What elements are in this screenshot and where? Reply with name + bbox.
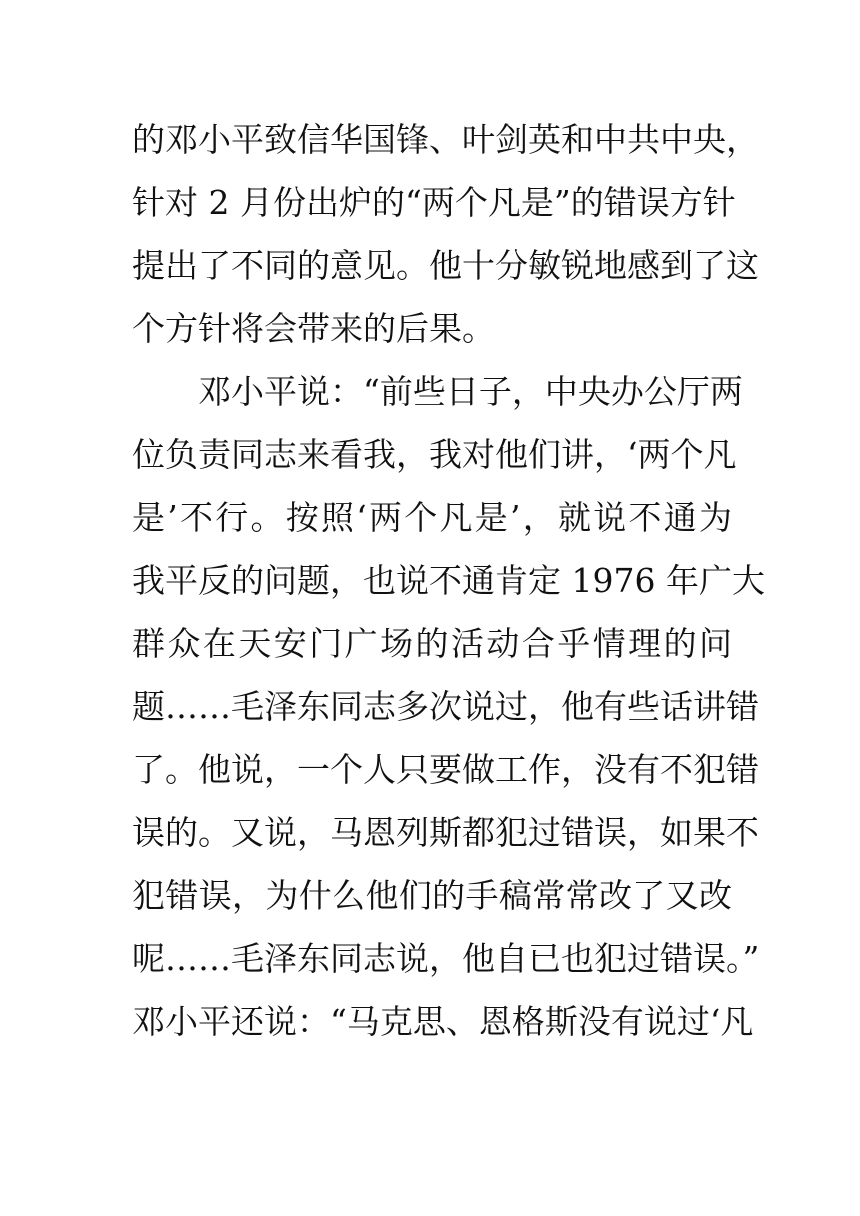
text-line: 邓小平还说：“马克思、恩格斯没有说过‘凡 bbox=[132, 1002, 754, 1041]
text-line: 犯错误，为什么他们的手稿常常改了又改 bbox=[132, 876, 732, 915]
text-line: 呢……毛泽东同志说，他自已也犯过错误。” bbox=[132, 939, 760, 978]
text-line: 针对 2 月份出炉的“两个凡是”的错误方针 bbox=[132, 183, 736, 222]
text-line: 的邓小平致信华国锋、叶剑英和中共中央， bbox=[132, 120, 759, 159]
text-line: 提出了不同的意见。他十分敏锐地感到了这 bbox=[132, 246, 759, 285]
text-line: 了。他说，一个人只要做工作，没有不犯错 bbox=[132, 750, 759, 789]
text-line: 题……毛泽东同志多次说过，他有些话讲错 bbox=[132, 687, 759, 726]
paragraph-first-line: 邓小平说：“前些日子，中央办公厅两 bbox=[198, 372, 743, 411]
body-text bbox=[132, 108, 765, 1053]
text-line: 是’不行。按照‘两个凡是’，就说不通为 bbox=[132, 498, 732, 537]
text-line: 个方针将会带来的后果。 bbox=[132, 309, 495, 348]
text-line: 误的。又说，马恩列斯都犯过错误，如果不 bbox=[132, 813, 759, 852]
text-line: 群众在天安门广场的活动合乎情理的问 bbox=[132, 624, 732, 663]
text-line: 位负责同志来看我，我对他们讲，‘两个凡 bbox=[132, 435, 737, 474]
text-line: 我平反的问题，也说不通肯定 1976 年广大 bbox=[132, 561, 765, 600]
